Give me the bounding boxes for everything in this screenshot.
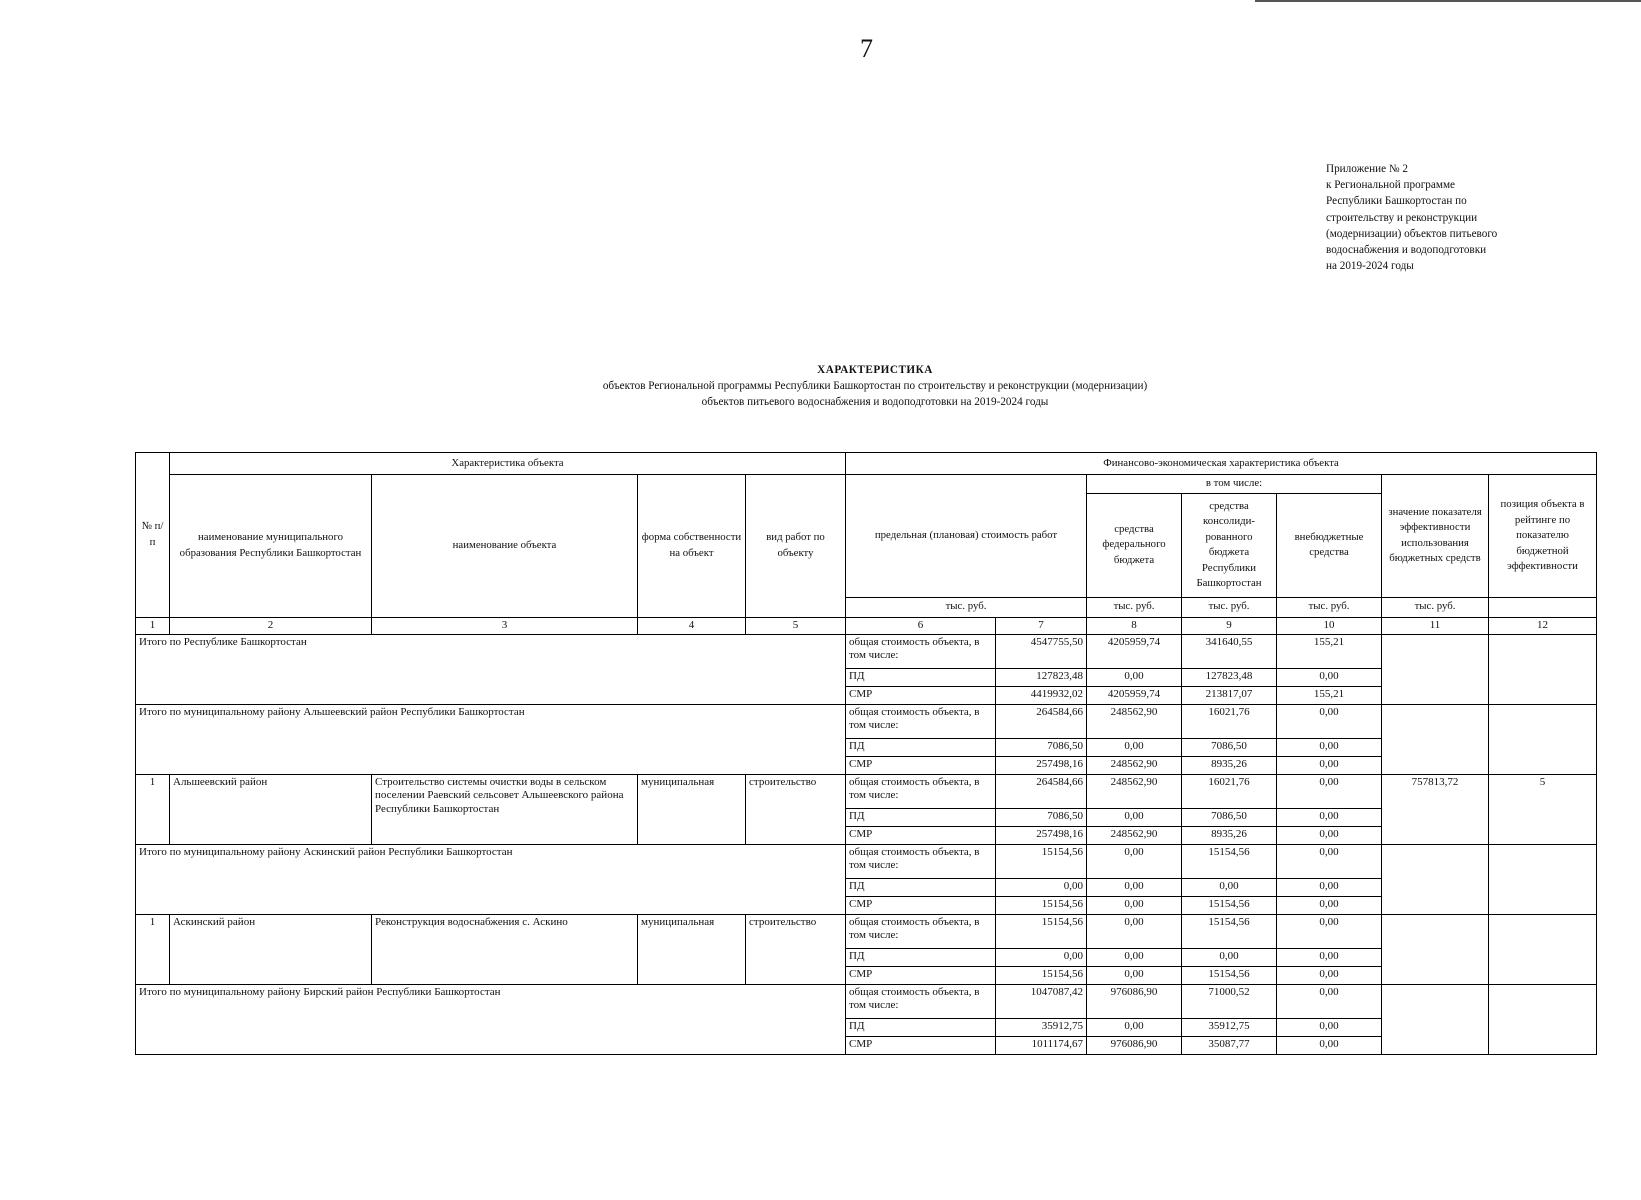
value-extrabudget: 0,00 [1277, 826, 1382, 844]
summary-title: Итого по муниципальному району Альшеевский район Республики Башкортостан [136, 704, 846, 774]
value-federal: 0,00 [1087, 914, 1182, 948]
rating-empty [1489, 844, 1597, 914]
value-cost: 257498,16 [996, 756, 1087, 774]
header-num: № п/п [136, 453, 170, 618]
value-cost: 15154,56 [996, 914, 1087, 948]
value-federal: 0,00 [1087, 668, 1182, 686]
value-cost: 0,00 [996, 948, 1087, 966]
col-number: 11 [1382, 617, 1489, 634]
value-cost: 0,00 [996, 878, 1087, 896]
municipality-name: Альшеевский район [170, 774, 372, 844]
header-efficiency: значение показателя эффективности использования бюджетных средств [1382, 475, 1489, 598]
value-consolidated: 15154,56 [1182, 896, 1277, 914]
value-federal: 248562,90 [1087, 756, 1182, 774]
row-label: общая стоимость объекта, в том числе: [846, 704, 996, 738]
col-number: 6 [846, 617, 996, 634]
document-title [300, 362, 1450, 410]
value-cost: 257498,16 [996, 826, 1087, 844]
value-federal: 0,00 [1087, 878, 1182, 896]
value-federal: 248562,90 [1087, 704, 1182, 738]
rating-position: 5 [1489, 774, 1597, 844]
summary-row-total-cost [136, 844, 1597, 878]
value-cost: 264584,66 [996, 704, 1087, 738]
appendix-line: к Региональной программе [1326, 179, 1455, 192]
value-extrabudget: 0,00 [1277, 1036, 1382, 1054]
value-consolidated: 8935,26 [1182, 826, 1277, 844]
column-number-row [136, 617, 1597, 634]
header-work-type: вид работ по объекту [746, 475, 846, 618]
row-label: СМР [846, 1036, 996, 1054]
unit-rating [1489, 597, 1597, 617]
value-extrabudget: 0,00 [1277, 1018, 1382, 1036]
value-consolidated: 16021,76 [1182, 704, 1277, 738]
row-label: СМР [846, 896, 996, 914]
col-number: 12 [1489, 617, 1597, 634]
row-label: СМР [846, 826, 996, 844]
value-extrabudget: 0,00 [1277, 844, 1382, 878]
value-consolidated: 71000,52 [1182, 984, 1277, 1018]
value-consolidated: 35087,77 [1182, 1036, 1277, 1054]
efficiency-empty [1382, 704, 1489, 774]
value-federal: 976086,90 [1087, 1036, 1182, 1054]
col-number: 9 [1182, 617, 1277, 634]
value-cost: 1047087,42 [996, 984, 1087, 1018]
work-type: строительство [746, 774, 846, 844]
value-consolidated: 35912,75 [1182, 1018, 1277, 1036]
efficiency-empty [1382, 844, 1489, 914]
header-extrabudget: внебюджетные средства [1277, 493, 1382, 597]
rating-empty [1489, 704, 1597, 774]
value-cost: 1011174,67 [996, 1036, 1087, 1054]
value-extrabudget: 0,00 [1277, 774, 1382, 808]
value-cost: 7086,50 [996, 808, 1087, 826]
value-cost: 15154,56 [996, 896, 1087, 914]
unit-cost: тыс. руб. [846, 597, 1087, 617]
value-federal: 0,00 [1087, 966, 1182, 984]
summary-title: Итого по муниципальному району Аскинский район Республики Башкортостан [136, 844, 846, 914]
summary-row-total-cost [136, 634, 1597, 668]
header-municipality: наименование муниципального образования Республики Башкортостан [170, 475, 372, 618]
value-cost: 15154,56 [996, 844, 1087, 878]
value-extrabudget: 0,00 [1277, 704, 1382, 738]
value-consolidated: 0,00 [1182, 948, 1277, 966]
value-federal: 0,00 [1087, 896, 1182, 914]
row-label: СМР [846, 966, 996, 984]
header-ownership: форма собственности на объект [638, 475, 746, 618]
value-extrabudget: 155,21 [1277, 634, 1382, 668]
title-line: объектов питьевого водоснабжения и водоподготовки на 2019-2024 годы [701, 396, 1049, 408]
unit-consolidated: тыс. руб. [1182, 597, 1277, 617]
value-federal: 0,00 [1087, 808, 1182, 826]
row-label: СМР [846, 686, 996, 704]
value-federal: 0,00 [1087, 948, 1182, 966]
value-extrabudget: 0,00 [1277, 756, 1382, 774]
title-line: объектов Региональной программы Республики Башкортостан по строительству и реконструкции (модернизации) [602, 380, 1148, 392]
appendix-line: на 2019-2024 годы [1326, 260, 1414, 273]
row-label: ПД [846, 948, 996, 966]
value-cost: 264584,66 [996, 774, 1087, 808]
top-rule [1255, 0, 1641, 2]
efficiency-value [1382, 914, 1489, 984]
object-name: Реконструкция водоснабжения с. Аскино [372, 914, 638, 984]
value-consolidated: 15154,56 [1182, 844, 1277, 878]
value-cost: 7086,50 [996, 738, 1087, 756]
value-federal: 248562,90 [1087, 774, 1182, 808]
header-financial-characteristics: Финансово-экономическая характеристика объекта [846, 453, 1597, 475]
value-consolidated: 15154,56 [1182, 914, 1277, 948]
col-number: 8 [1087, 617, 1182, 634]
value-federal: 4205959,74 [1087, 634, 1182, 668]
appendix-line: (модернизации) объектов питьевого [1326, 227, 1498, 240]
header-object-characteristics: Характеристика объекта [170, 453, 846, 475]
value-federal: 0,00 [1087, 1018, 1182, 1036]
value-federal: 4205959,74 [1087, 686, 1182, 704]
summary-title: Итого по Республике Башкортостан [136, 634, 846, 704]
col-number: 2 [170, 617, 372, 634]
col-number: 1 [136, 617, 170, 634]
row-label: общая стоимость объекта, в том числе: [846, 844, 996, 878]
value-federal: 0,00 [1087, 844, 1182, 878]
summary-row-total-cost [136, 704, 1597, 738]
unit-extrabudget: тыс. руб. [1277, 597, 1382, 617]
object-row-total-cost [136, 774, 1597, 808]
value-federal: 976086,90 [1087, 984, 1182, 1018]
efficiency-empty [1382, 984, 1489, 1054]
work-type: строительство [746, 914, 846, 984]
row-label: ПД [846, 878, 996, 896]
title-main: ХАРАКТЕРИСТИКА [817, 364, 933, 376]
row-label: общая стоимость объекта, в том числе: [846, 774, 996, 808]
col-number: 4 [638, 617, 746, 634]
value-consolidated: 0,00 [1182, 878, 1277, 896]
efficiency-value: 757813,72 [1382, 774, 1489, 844]
appendix-line: Республики Башкортостан по [1326, 195, 1467, 208]
value-extrabudget: 0,00 [1277, 878, 1382, 896]
col-number: 7 [996, 617, 1087, 634]
col-number: 3 [372, 617, 638, 634]
value-extrabudget: 0,00 [1277, 668, 1382, 686]
unit-efficiency: тыс. руб. [1382, 597, 1489, 617]
value-cost: 35912,75 [996, 1018, 1087, 1036]
value-consolidated: 7086,50 [1182, 738, 1277, 756]
object-row-total-cost [136, 914, 1597, 948]
unit-federal: тыс. руб. [1087, 597, 1182, 617]
row-label: ПД [846, 808, 996, 826]
value-extrabudget: 0,00 [1277, 896, 1382, 914]
header-including: в том числе: [1087, 475, 1382, 494]
summary-row-total-cost [136, 984, 1597, 1018]
header-consolidated: средства консолиди-рованного бюджета Республики Башкортостан [1182, 493, 1277, 597]
value-consolidated: 341640,55 [1182, 634, 1277, 668]
rating-empty [1489, 984, 1597, 1054]
value-extrabudget: 155,21 [1277, 686, 1382, 704]
value-cost: 4419932,02 [996, 686, 1087, 704]
appendix-line: строительству и реконструкции [1326, 211, 1478, 224]
appendix-note [1326, 161, 1566, 274]
value-federal: 0,00 [1087, 738, 1182, 756]
object-name: Строительство системы очистки воды в сельском поселении Раевский сельсовет Альшеевского района Республики Башкортостан [372, 774, 638, 844]
rating-empty [1489, 634, 1597, 704]
header-object-name: наименование объекта [372, 475, 638, 618]
municipality-name: Аскинский район [170, 914, 372, 984]
row-label: ПД [846, 1018, 996, 1036]
ownership-form: муниципальная [638, 914, 746, 984]
value-cost: 127823,48 [996, 668, 1087, 686]
value-extrabudget: 0,00 [1277, 914, 1382, 948]
value-consolidated: 127823,48 [1182, 668, 1277, 686]
value-cost: 15154,56 [996, 966, 1087, 984]
value-extrabudget: 0,00 [1277, 984, 1382, 1018]
row-label: ПД [846, 738, 996, 756]
value-federal: 248562,90 [1087, 826, 1182, 844]
col-number: 10 [1277, 617, 1382, 634]
efficiency-empty [1382, 634, 1489, 704]
value-extrabudget: 0,00 [1277, 738, 1382, 756]
value-consolidated: 8935,26 [1182, 756, 1277, 774]
value-consolidated: 7086,50 [1182, 808, 1277, 826]
characteristics-table [135, 452, 1597, 1055]
header-rating: позиция объекта в рейтинге по показателю бюджетной эффективности [1489, 475, 1597, 598]
header-federal: средства федерального бюджета [1087, 493, 1182, 597]
ownership-form: муниципальная [638, 774, 746, 844]
row-label: общая стоимость объекта, в том числе: [846, 984, 996, 1018]
row-label: СМР [846, 756, 996, 774]
rating-position [1489, 914, 1597, 984]
value-consolidated: 213817,07 [1182, 686, 1277, 704]
value-extrabudget: 0,00 [1277, 966, 1382, 984]
appendix-line: Приложение № 2 [1326, 163, 1408, 175]
value-consolidated: 16021,76 [1182, 774, 1277, 808]
header-cost: предельная (плановая) стоимость работ [846, 475, 1087, 598]
row-label: общая стоимость объекта, в том числе: [846, 634, 996, 668]
value-extrabudget: 0,00 [1277, 808, 1382, 826]
appendix-line: водоснабжения и водоподготовки [1326, 244, 1487, 257]
value-cost: 4547755,50 [996, 634, 1087, 668]
row-label: общая стоимость объекта, в том числе: [846, 914, 996, 948]
summary-title: Итого по муниципальному району Бирский район Республики Башкортостан [136, 984, 846, 1054]
col-number: 5 [746, 617, 846, 634]
row-number: 1 [136, 914, 170, 984]
page-number: 7 [860, 34, 873, 63]
row-number: 1 [136, 774, 170, 844]
value-extrabudget: 0,00 [1277, 948, 1382, 966]
value-consolidated: 15154,56 [1182, 966, 1277, 984]
row-label: ПД [846, 668, 996, 686]
